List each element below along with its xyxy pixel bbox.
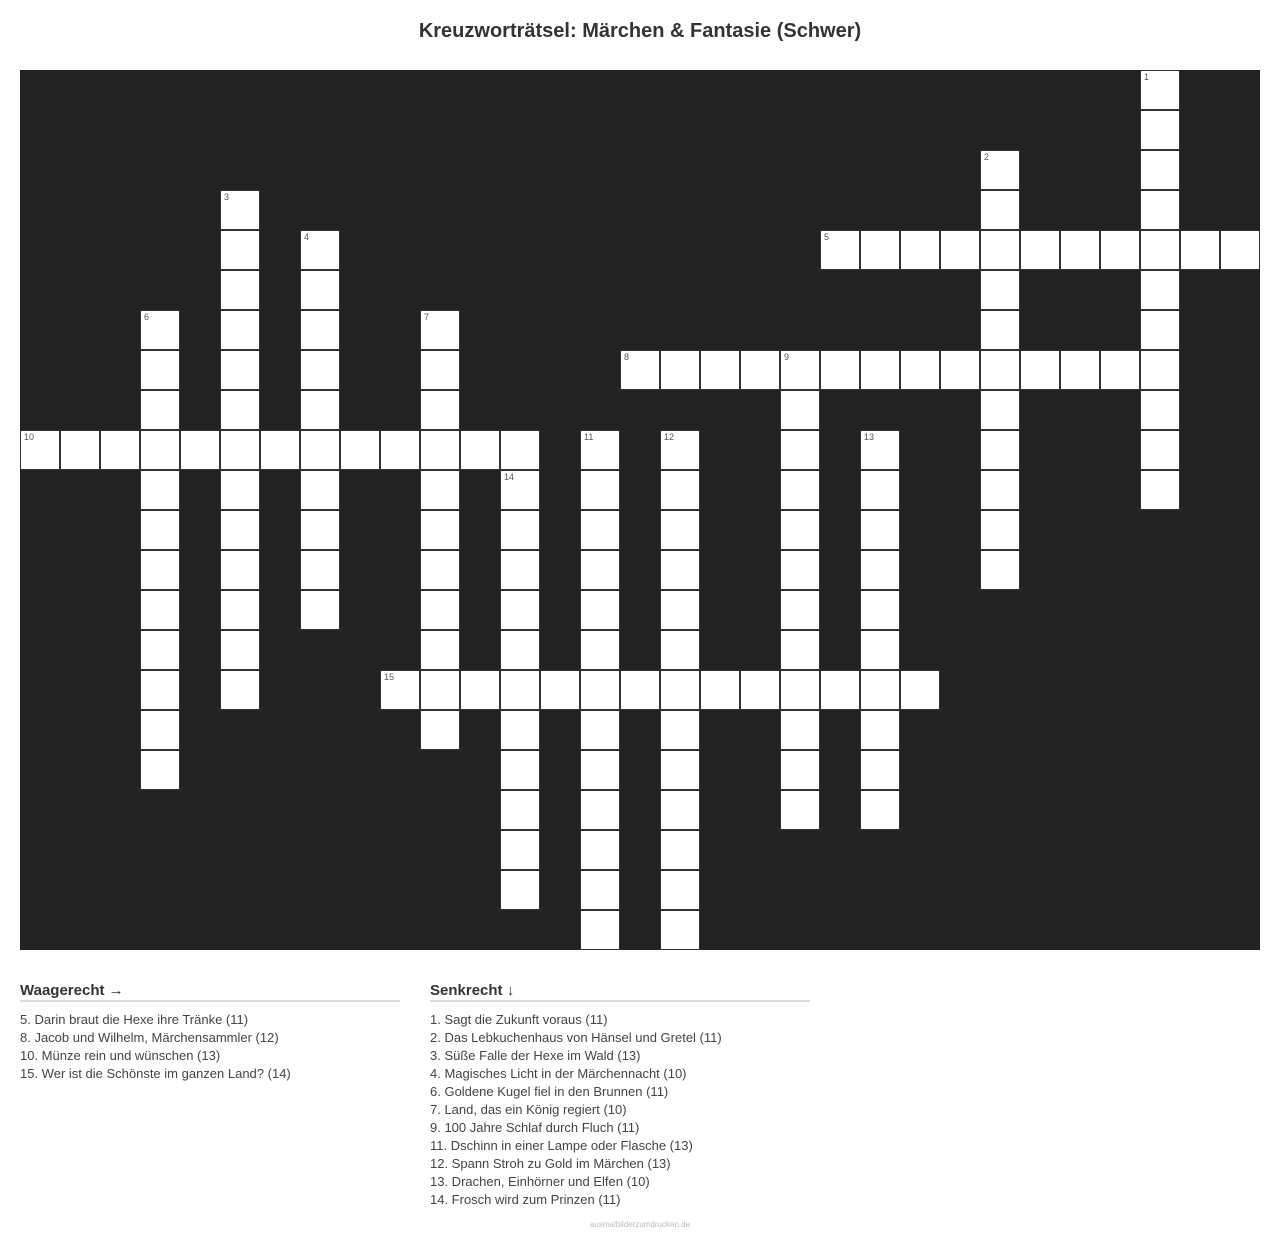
grid-cell[interactable] <box>300 590 340 630</box>
grid-cell[interactable] <box>780 510 820 550</box>
grid-cell[interactable] <box>580 590 620 630</box>
grid-cell[interactable] <box>980 510 1020 550</box>
grid-cell[interactable] <box>940 230 980 270</box>
grid-cell[interactable] <box>860 750 900 790</box>
clue-number: 10 <box>24 432 35 442</box>
grid-cell[interactable] <box>220 310 260 350</box>
clue-number: 9 <box>784 352 790 362</box>
grid-cell[interactable] <box>420 510 460 550</box>
grid-cell[interactable] <box>980 270 1020 310</box>
grid-cell[interactable] <box>580 910 620 950</box>
grid-cell[interactable] <box>660 910 700 950</box>
grid-cell[interactable] <box>220 390 260 430</box>
grid-cell[interactable] <box>940 350 980 390</box>
grid-cell[interactable] <box>780 550 820 590</box>
clue-item: 3. Süße Falle der Hexe im Wald (13) <box>430 1048 641 1063</box>
grid-cell[interactable] <box>660 750 700 790</box>
grid-cell[interactable] <box>900 230 940 270</box>
grid-cell[interactable] <box>780 630 820 670</box>
grid-cell[interactable] <box>500 790 540 830</box>
grid-cell[interactable] <box>860 430 900 470</box>
grid-cell[interactable] <box>1140 310 1180 350</box>
grid-cell[interactable] <box>1140 270 1180 310</box>
grid-cell[interactable] <box>860 350 900 390</box>
clue-item: 12. Spann Stroh zu Gold im Märchen (13) <box>430 1156 671 1171</box>
grid-cell[interactable] <box>660 790 700 830</box>
grid-cell[interactable] <box>660 630 700 670</box>
grid-cell[interactable] <box>420 350 460 390</box>
grid-cell[interactable] <box>1060 230 1100 270</box>
grid-cell[interactable] <box>580 710 620 750</box>
grid-cell[interactable] <box>1140 470 1180 510</box>
grid-cell[interactable] <box>20 430 60 470</box>
grid-cell[interactable] <box>300 230 340 270</box>
grid-cell[interactable] <box>780 350 820 390</box>
crossword-grid <box>20 70 1260 950</box>
grid-cell[interactable] <box>500 510 540 550</box>
grid-cell[interactable] <box>540 670 580 710</box>
across-clues-section <box>20 982 400 1083</box>
grid-cell[interactable] <box>780 750 820 790</box>
clue-number: 3 <box>224 192 230 202</box>
clue-number: 2 <box>984 152 990 162</box>
clue-number: 12 <box>664 432 675 442</box>
grid-cell[interactable] <box>660 430 700 470</box>
grid-cell[interactable] <box>860 510 900 550</box>
grid-cell[interactable] <box>500 710 540 750</box>
grid-cell[interactable] <box>660 710 700 750</box>
across-clue-list <box>20 1011 400 1083</box>
grid-cell[interactable] <box>1140 430 1180 470</box>
clue-item: 5. Darin braut die Hexe ihre Tränke (11) <box>20 1012 249 1027</box>
clue-item: 8. Jacob und Wilhelm, Märchensammler (12) <box>20 1030 279 1045</box>
grid-cell[interactable] <box>860 470 900 510</box>
grid-cell[interactable] <box>1140 350 1180 390</box>
clue-number: 14 <box>504 472 515 482</box>
footer-credit: ausmalbilderzumdrucken.de <box>589 1220 691 1229</box>
grid-cell[interactable] <box>420 550 460 590</box>
grid-cell[interactable] <box>500 750 540 790</box>
grid-cell[interactable] <box>220 510 260 550</box>
grid-cell[interactable] <box>140 510 180 550</box>
grid-cell[interactable] <box>660 590 700 630</box>
grid-cell[interactable] <box>860 630 900 670</box>
grid-cell[interactable] <box>580 430 620 470</box>
grid-cell[interactable] <box>500 430 540 470</box>
grid-cell[interactable] <box>860 550 900 590</box>
grid-cell[interactable] <box>700 350 740 390</box>
grid-cell[interactable] <box>620 350 660 390</box>
grid-cell[interactable] <box>1140 230 1180 270</box>
grid-cell[interactable] <box>300 350 340 390</box>
grid-cell[interactable] <box>380 670 420 710</box>
grid-cell[interactable] <box>420 630 460 670</box>
grid-cell[interactable] <box>220 550 260 590</box>
grid-cell[interactable] <box>220 430 260 470</box>
grid-cell[interactable] <box>580 510 620 550</box>
grid-cell[interactable] <box>660 830 700 870</box>
grid-cell[interactable] <box>220 190 260 230</box>
grid-cell[interactable] <box>260 430 300 470</box>
grid-cell[interactable] <box>220 670 260 710</box>
clue-number: 8 <box>624 352 630 362</box>
grid-cell[interactable] <box>420 590 460 630</box>
grid-cell[interactable] <box>460 670 500 710</box>
grid-cell[interactable] <box>420 430 460 470</box>
grid-cell[interactable] <box>100 430 140 470</box>
clue-item: 14. Frosch wird zum Prinzen (11) <box>430 1192 621 1207</box>
grid-cell[interactable] <box>580 670 620 710</box>
grid-cell[interactable] <box>300 510 340 550</box>
grid-cell[interactable] <box>820 230 860 270</box>
grid-cell[interactable] <box>420 710 460 750</box>
grid-cell[interactable] <box>1140 110 1180 150</box>
grid-cell[interactable] <box>140 590 180 630</box>
grid-cell[interactable] <box>140 310 180 350</box>
grid-cell[interactable] <box>140 550 180 590</box>
grid-cell[interactable] <box>780 790 820 830</box>
grid-cell[interactable] <box>580 630 620 670</box>
grid-cell[interactable] <box>140 470 180 510</box>
grid-cell[interactable] <box>300 310 340 350</box>
grid-cell[interactable] <box>140 710 180 750</box>
grid-cell[interactable] <box>180 430 220 470</box>
grid-cell[interactable] <box>300 270 340 310</box>
grid-cell[interactable] <box>140 350 180 390</box>
grid-cell[interactable] <box>780 670 820 710</box>
grid-cell[interactable] <box>500 830 540 870</box>
clue-item: 1. Sagt die Zukunft voraus (11) <box>430 1012 608 1027</box>
clue-item: 11. Dschinn in einer Lampe oder Flasche (13) <box>430 1138 693 1153</box>
grid-cell[interactable] <box>1140 190 1180 230</box>
grid-cell[interactable] <box>420 310 460 350</box>
grid-cell[interactable] <box>500 590 540 630</box>
grid-cell[interactable] <box>900 350 940 390</box>
grid-cell[interactable] <box>140 390 180 430</box>
grid-cell[interactable] <box>500 470 540 510</box>
grid-cell[interactable] <box>140 670 180 710</box>
grid-cell[interactable] <box>1100 230 1140 270</box>
grid-cell[interactable] <box>580 870 620 910</box>
grid-cell[interactable] <box>500 870 540 910</box>
grid-cell[interactable] <box>1220 230 1260 270</box>
clue-number: 1 <box>1144 72 1150 82</box>
grid-cell[interactable] <box>580 550 620 590</box>
grid-cell[interactable] <box>220 590 260 630</box>
grid-cell[interactable] <box>220 470 260 510</box>
grid-cell[interactable] <box>660 670 700 710</box>
clue-item: 4. Magisches Licht in der Märchennacht (10) <box>430 1066 687 1081</box>
grid-cell[interactable] <box>740 670 780 710</box>
grid-cell[interactable] <box>1140 390 1180 430</box>
clue-number: 5 <box>824 232 830 242</box>
grid-cell[interactable] <box>660 550 700 590</box>
grid-cell[interactable] <box>220 630 260 670</box>
grid-cell[interactable] <box>780 590 820 630</box>
clue-item: 10. Münze rein und wünschen (13) <box>20 1048 221 1063</box>
grid-cell[interactable] <box>660 870 700 910</box>
clue-number: 11 <box>584 432 594 442</box>
grid-cell[interactable] <box>500 550 540 590</box>
clue-item: 7. Land, das ein König regiert (10) <box>430 1102 627 1117</box>
grid-cell[interactable] <box>780 390 820 430</box>
clue-item: 6. Goldene Kugel fiel in den Brunnen (11) <box>430 1084 669 1099</box>
grid-cell[interactable] <box>380 430 420 470</box>
grid-cell[interactable] <box>660 510 700 550</box>
grid-cell[interactable] <box>620 670 660 710</box>
grid-cell[interactable] <box>580 750 620 790</box>
grid-cell[interactable] <box>980 310 1020 350</box>
clue-number: 7 <box>424 312 430 322</box>
grid-cell[interactable] <box>980 190 1020 230</box>
grid-cell[interactable] <box>580 470 620 510</box>
grid-cell[interactable] <box>860 230 900 270</box>
grid-cell[interactable] <box>580 830 620 870</box>
grid-cell[interactable] <box>420 470 460 510</box>
grid-cell[interactable] <box>1180 230 1220 270</box>
grid-cell[interactable] <box>500 670 540 710</box>
clue-item: 13. Drachen, Einhörner und Elfen (10) <box>430 1174 650 1189</box>
grid-cell[interactable] <box>140 750 180 790</box>
grid-cell[interactable] <box>860 710 900 750</box>
grid-cell[interactable] <box>980 150 1020 190</box>
clue-number: 15 <box>384 672 395 682</box>
grid-cell[interactable] <box>1060 350 1100 390</box>
grid-cell[interactable] <box>700 670 740 710</box>
grid-cell[interactable] <box>220 230 260 270</box>
grid-cell[interactable] <box>300 390 340 430</box>
grid-cell[interactable] <box>140 630 180 670</box>
grid-cell[interactable] <box>980 390 1020 430</box>
grid-cell[interactable] <box>300 550 340 590</box>
grid-cell[interactable] <box>340 430 380 470</box>
grid-cell[interactable] <box>220 350 260 390</box>
clue-number: 4 <box>304 232 310 242</box>
grid-cell[interactable] <box>780 470 820 510</box>
grid-cell[interactable] <box>420 390 460 430</box>
grid-cell[interactable] <box>660 470 700 510</box>
grid-cell[interactable] <box>980 350 1020 390</box>
grid-cell[interactable] <box>980 550 1020 590</box>
grid-cell[interactable] <box>780 430 820 470</box>
grid-cell[interactable] <box>460 430 500 470</box>
grid-cell[interactable] <box>300 430 340 470</box>
grid-cell[interactable] <box>1100 350 1140 390</box>
grid-cell[interactable] <box>1140 70 1180 110</box>
grid-cell[interactable] <box>820 670 860 710</box>
down-heading: Senkrecht ↓ <box>430 982 810 1002</box>
grid-cell[interactable] <box>900 670 940 710</box>
grid-cell[interactable] <box>820 350 860 390</box>
grid-cell[interactable] <box>300 470 340 510</box>
clue-item: 9. 100 Jahre Schlaf durch Fluch (11) <box>430 1120 640 1135</box>
grid-cell[interactable] <box>1020 230 1060 270</box>
grid-cell[interactable] <box>500 630 540 670</box>
grid-cell[interactable] <box>980 230 1020 270</box>
grid-cell[interactable] <box>1140 150 1180 190</box>
grid-cell[interactable] <box>420 670 460 710</box>
page-title: Kreuzworträtsel: Märchen & Fantasie (Schwer) <box>418 20 862 42</box>
grid-cell[interactable] <box>860 590 900 630</box>
grid-cell[interactable] <box>660 350 700 390</box>
grid-cell[interactable] <box>60 430 100 470</box>
grid-cell[interactable] <box>860 790 900 830</box>
down-clues-section <box>430 982 810 1209</box>
clue-number: 6 <box>144 312 150 322</box>
grid-cell[interactable] <box>740 350 780 390</box>
across-heading: Waagerecht → <box>20 982 400 1002</box>
down-clue-list <box>430 1011 810 1209</box>
grid-cell[interactable] <box>220 270 260 310</box>
grid-cell[interactable] <box>980 470 1020 510</box>
grid-cell[interactable] <box>860 670 900 710</box>
grid-cell[interactable] <box>780 710 820 750</box>
grid-cell[interactable] <box>140 430 180 470</box>
grid-cell[interactable] <box>1020 350 1060 390</box>
clue-item: 2. Das Lebkuchenhaus von Hänsel und Gretel (11) <box>430 1030 722 1045</box>
grid-cell[interactable] <box>580 790 620 830</box>
clue-item: 15. Wer ist die Schönste im ganzen Land? (14) <box>20 1066 291 1081</box>
clue-number: 13 <box>864 432 875 442</box>
grid-cell[interactable] <box>980 430 1020 470</box>
